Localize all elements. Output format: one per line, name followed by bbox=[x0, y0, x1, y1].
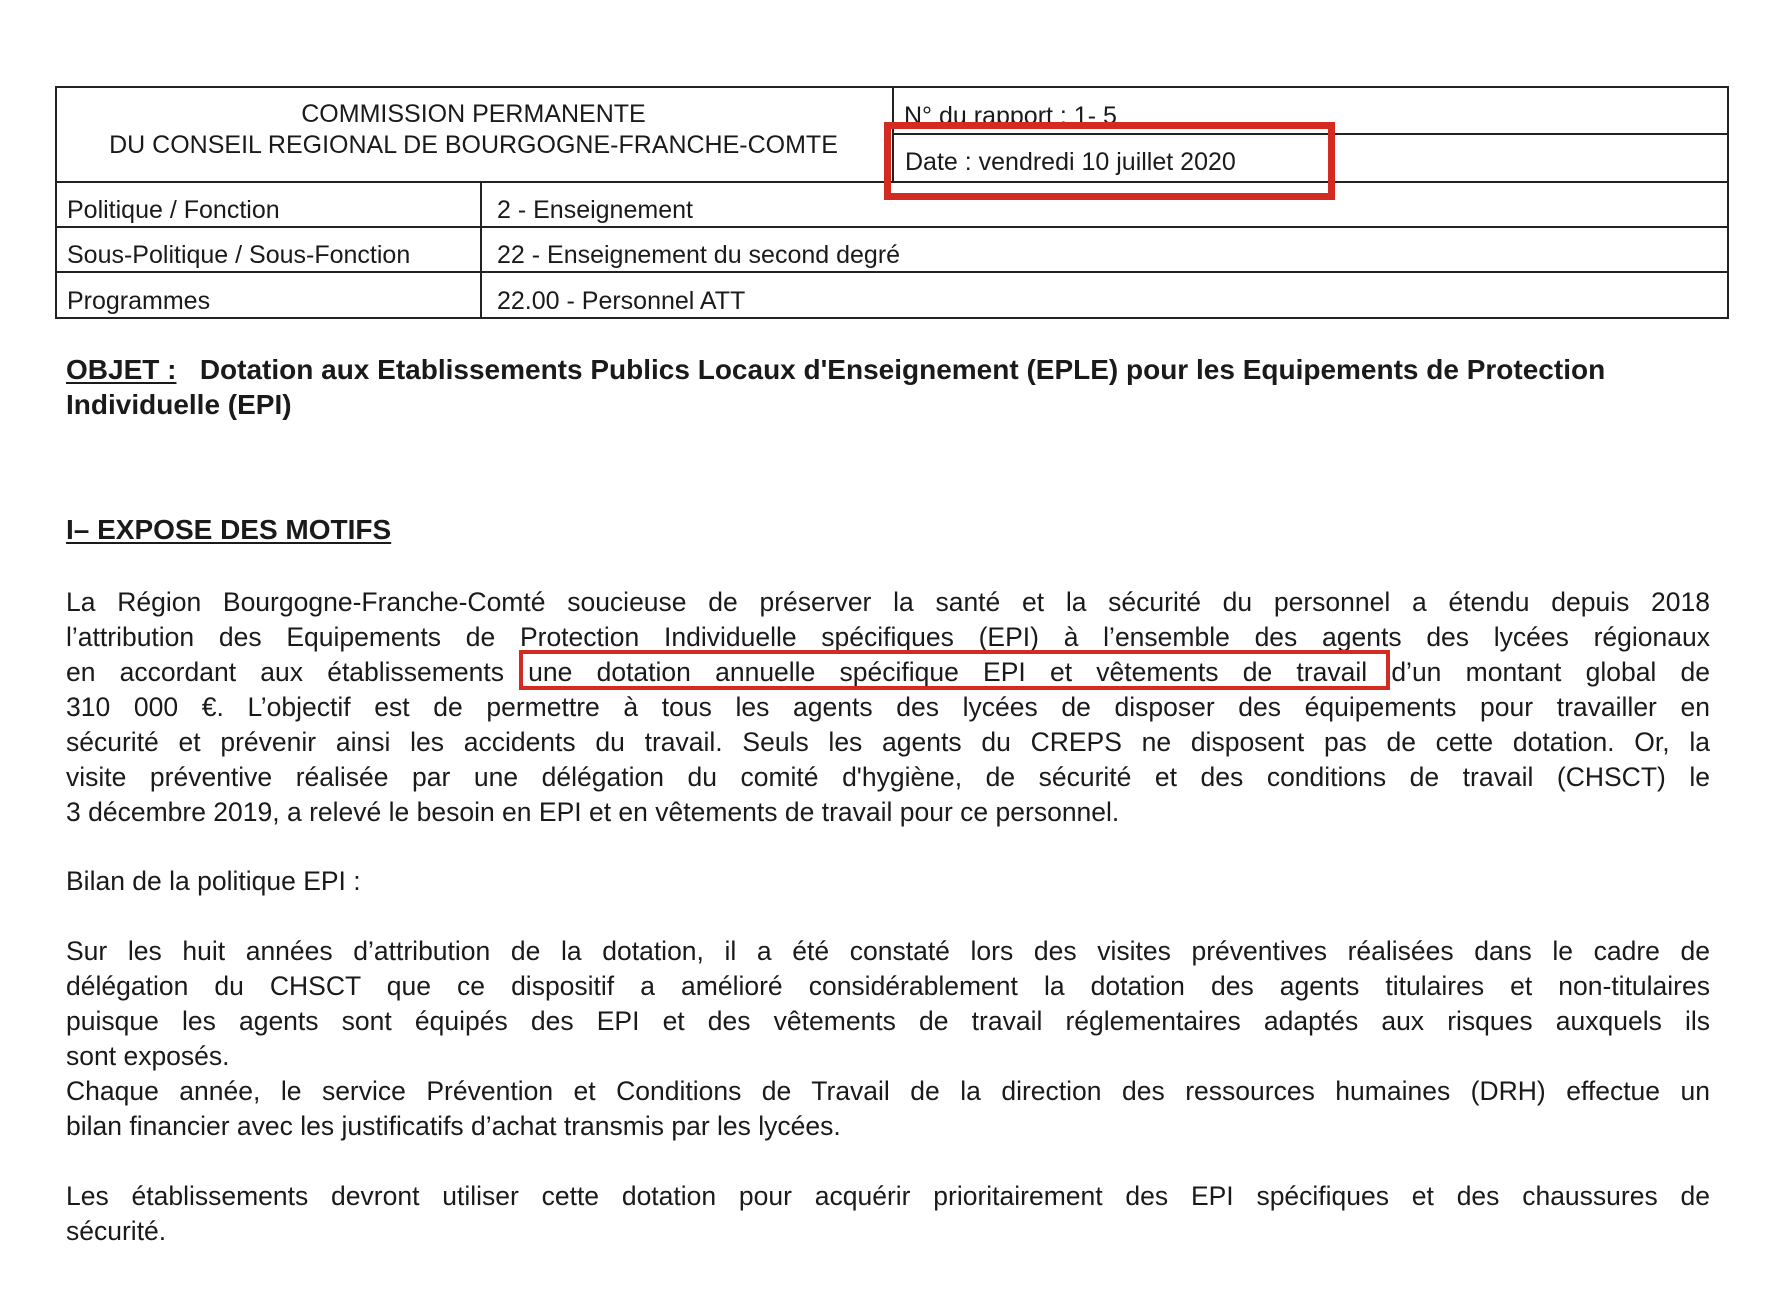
objet-text: Dotation aux Etablissements Publics Locaux d'Enseignement (EPLE) pour les Equipements de Protection Individuelle (EPI) bbox=[66, 354, 1606, 420]
text-line: bilan financier avec les justificatifs d’achat transmis par les lycées. bbox=[66, 1111, 841, 1141]
row-value-sous-politique: 22 - Enseignement du second degré bbox=[497, 241, 901, 269]
paragraph-2 bbox=[66, 864, 1710, 899]
text-line: Sur les huit années d’attribution de la dotation, il a été constaté lors des visites préventives réalisées dans le cadre de bbox=[66, 936, 1710, 966]
date-text: Date : vendredi 10 juillet 2020 bbox=[905, 148, 1236, 176]
row-label-politique: Politique / Fonction bbox=[67, 196, 280, 224]
text-line: Chaque année, le service Prévention et Conditions de Travail de la direction des ressources humaines (DRH) effectue un bbox=[66, 1076, 1710, 1106]
text-line: visite préventive réalisée par une délégation du comité d'hygiène, de sécurité et des conditions de travail (CHSCT) le bbox=[66, 762, 1710, 792]
objet-label: OBJET : bbox=[66, 354, 177, 385]
dotation-highlight-box bbox=[519, 650, 1390, 690]
row-value-politique: 2 - Enseignement bbox=[497, 196, 693, 224]
text-line: 3 décembre 2019, a relevé le besoin en EPI et en vêtements de travail pour ce personnel. bbox=[66, 797, 1120, 827]
rapport-number: N° du rapport : 1- 5 bbox=[904, 102, 1117, 130]
header-divider bbox=[55, 271, 1729, 273]
text-line: La Région Bourgogne-Franche-Comté soucieuse de préserver la santé et la sécurité du personnel a étendu depuis 2018 bbox=[66, 587, 1710, 617]
text-line: puisque les agents sont équipés des EPI et des vêtements de travail réglementaires adaptés aux risques auxquels ils bbox=[66, 1006, 1710, 1036]
header-divider bbox=[55, 226, 1729, 228]
row-label-sous-politique: Sous-Politique / Sous-Fonction bbox=[67, 241, 411, 269]
text-line: en accordant aux établissements une dotation annuelle spécifique EPI et vêtements de travail d’un montant global de bbox=[66, 657, 1710, 687]
objet-block bbox=[66, 352, 1706, 422]
date-highlight-box bbox=[884, 122, 1335, 200]
commission-line-1: COMMISSION PERMANENTE bbox=[301, 100, 646, 128]
text-line: sécurité. bbox=[66, 1216, 167, 1246]
commission-line-2: DU CONSEIL REGIONAL DE BOURGOGNE-FRANCHE-COMTE bbox=[109, 131, 838, 159]
header-divider bbox=[480, 181, 482, 319]
paragraph-4 bbox=[66, 1179, 1710, 1249]
section-title: I– EXPOSE DES MOTIFS bbox=[66, 514, 392, 545]
paragraph-3 bbox=[66, 934, 1710, 1144]
paragraph-1 bbox=[66, 585, 1710, 830]
text-line: Les établissements devront utiliser cette dotation pour acquérir prioritairement des EPI spécifiques et des chaussures de bbox=[66, 1181, 1710, 1211]
text-line: délégation du CHSCT que ce dispositif a amélioré considérablement la dotation des agents titulaires et non-titulaires bbox=[66, 971, 1710, 1001]
row-label-programmes: Programmes bbox=[67, 287, 211, 315]
text-line: l’attribution des Equipements de Protection Individuelle spécifiques (EPI) à l’ensemble des agents des lycées régionaux bbox=[66, 622, 1710, 652]
text-line: 310 000 €. L’objectif est de permettre à tous les agents des lycées de disposer des équipements pour travailler en bbox=[66, 692, 1710, 722]
text-line: sécurité et prévenir ainsi les accidents du travail. Seuls les agents du CREPS ne disposent pas de cette dotation. Or, la bbox=[66, 727, 1710, 757]
text-line: Bilan de la politique EPI : bbox=[66, 866, 361, 896]
row-value-programmes: 22.00 - Personnel ATT bbox=[497, 287, 746, 315]
commission-title bbox=[57, 99, 890, 161]
text-line: sont exposés. bbox=[66, 1041, 230, 1071]
